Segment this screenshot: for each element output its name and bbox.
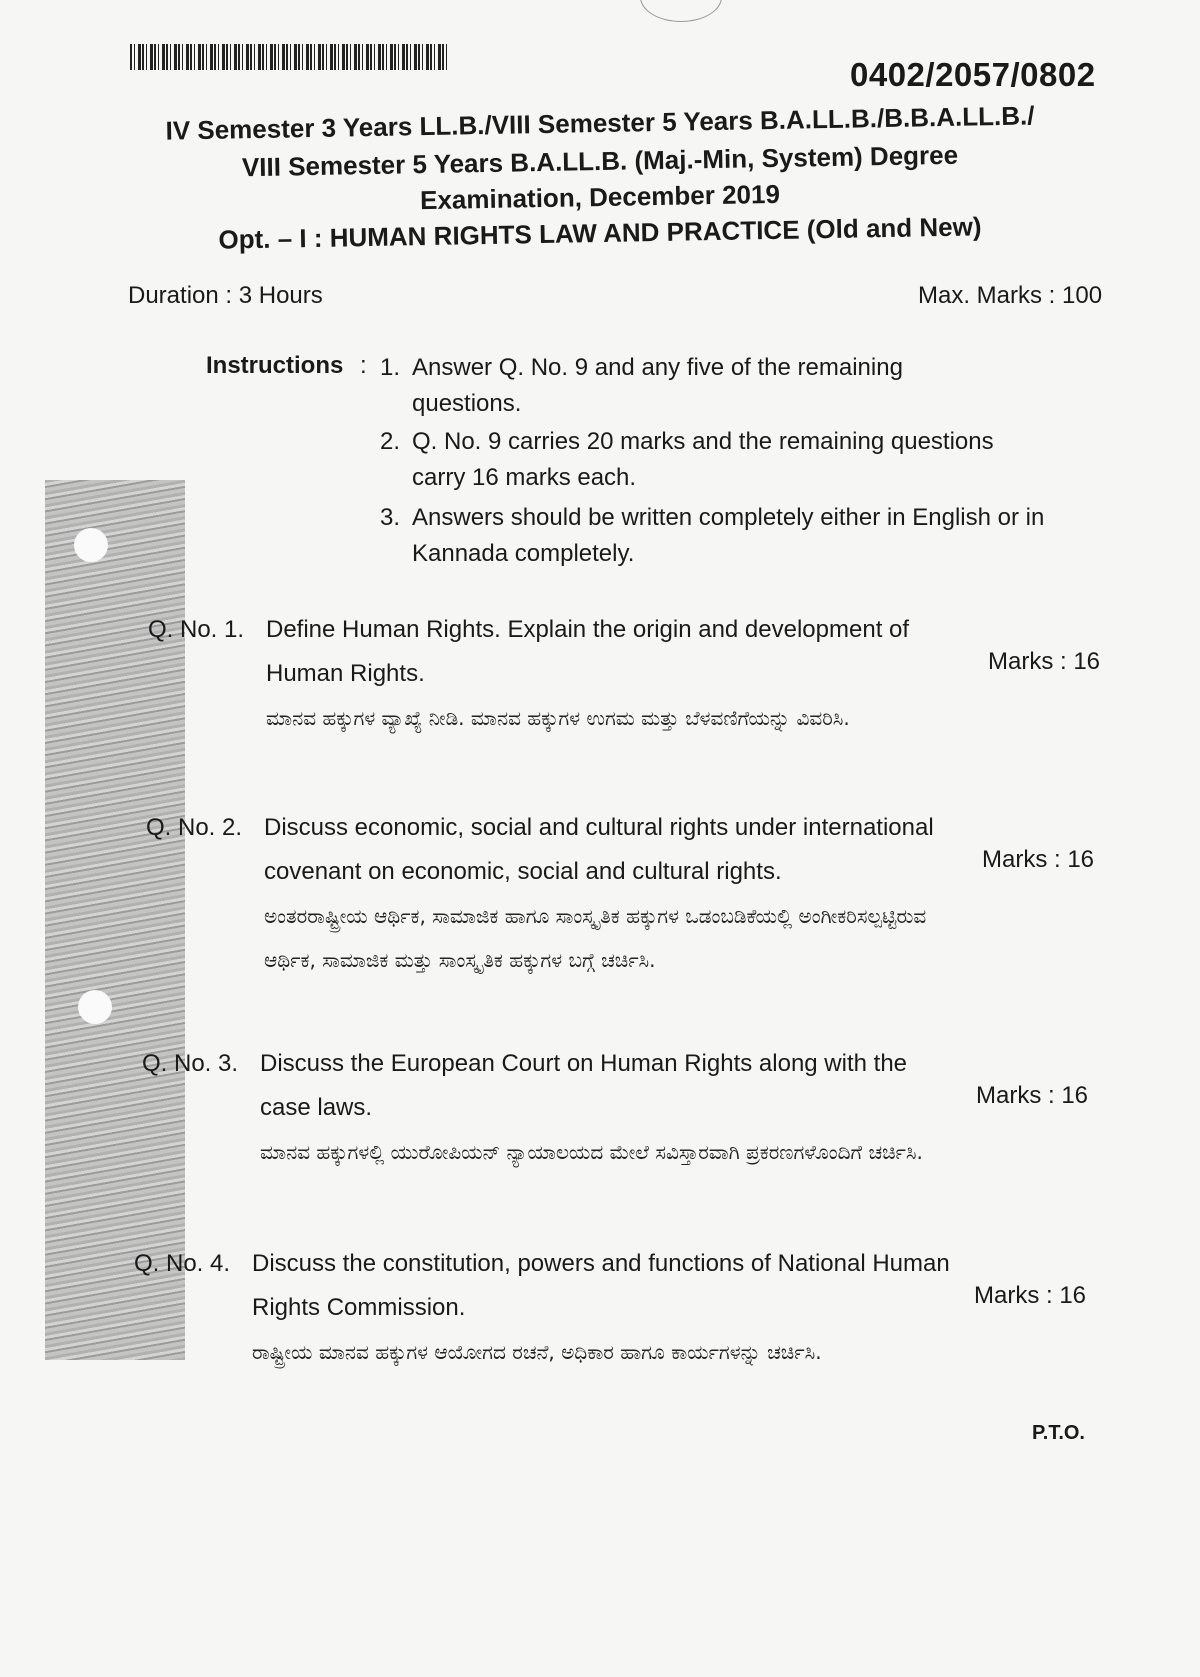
header-line-2: VIII Semester 5 Years B.A.LL.B. (Maj.-Min, System) Degree [241, 139, 959, 183]
header-line-4: Opt. – I : HUMAN RIGHTS LAW AND PRACTICE (Old and New) [218, 211, 982, 255]
instruction-number: 2. [379, 428, 400, 455]
duration: Duration : 3 Hours [128, 282, 323, 309]
question-marks: Marks : 16 [982, 846, 1095, 873]
question-text: Define Human Rights. Explain the origin and development of Human Rights. [266, 616, 910, 687]
barcode [130, 44, 450, 70]
instruction-text: Q. No. 9 carries 20 marks and the remaining questions carry 16 marks each. [412, 428, 994, 491]
instruction-number: 1. [379, 354, 400, 381]
question-number: Q. No. 3. [142, 1050, 239, 1077]
question-marks: Marks : 16 [976, 1082, 1089, 1109]
question-marks: Marks : 16 [988, 648, 1101, 675]
question-number: Q. No. 2. [146, 814, 243, 841]
question-marks: Marks : 16 [974, 1282, 1087, 1309]
instructions-label: Instructions [206, 352, 344, 379]
question-text: Discuss the European Court on Human Rights along with the case laws. [260, 1050, 908, 1121]
question-number: Q. No. 1. [148, 616, 245, 643]
header-line-1: IV Semester 3 Years LL.B./VIII Semester 5 Years B.A.LL.B./B.B.A.LL.B./ [165, 100, 1035, 146]
max-marks: Max. Marks : 100 [918, 282, 1103, 309]
question-text-kannada: ಅಂತರರಾಷ್ಟ್ರೀಯ ಆರ್ಥಿಕ, ಸಾಮಾಜಿಕ ಹಾಗೂ ಸಾಂಸ್ಕೃತಿಕ ಹಕ್ಕುಗಳ ಒಡಂಬಡಿಕೆಯಲ್ಲಿ ಅಂಗೀಕರಿಸಲ್ಪಟ್ಟಿರುವ ಆರ್ಥಿಕ, ಸಾಮಾಜಿಕ ಮತ್ತು ಸಾಂಸ್ಕೃತಿಕ ಹಕ್ಕುಗಳ ಬಗ್ಗೆ ಚರ್ಚಿಸಿ. [264, 904, 927, 972]
paper-code: 0402/2057/0802 [850, 56, 1096, 93]
question-text-kannada: ಮಾನವ ಹಕ್ಕುಗಳ ವ್ಯಾಖ್ಯೆ ನೀಡಿ. ಮಾನವ ಹಕ್ಕುಗಳ ಉಗಮ ಮತ್ತು ಬೆಳವಣಿಗೆಯನ್ನು ವಿವರಿಸಿ. [266, 706, 850, 730]
instruction-text: Answer Q. No. 9 and any five of the remaining questions. [412, 354, 903, 417]
question-number: Q. No. 4. [134, 1250, 231, 1277]
question-text-kannada: ಮಾನವ ಹಕ್ಕುಗಳಲ್ಲಿ ಯುರೋಪಿಯನ್ ನ್ಯಾಯಾಲಯದ ಮೇಲೆ ಸವಿಸ್ತಾರವಾಗಿ ಪ್ರಕರಣಗಳೊಂದಿಗೆ ಚರ್ಚಿಸಿ. [260, 1140, 923, 1164]
question-text-kannada: ರಾಷ್ಟ್ರೀಯ ಮಾನವ ಹಕ್ಕುಗಳ ಆಯೋಗದ ರಚನೆ, ಅಧಿಕಾರ ಹಾಗೂ ಕಾರ್ಯಗಳನ್ನು ಚರ್ಚಿಸಿ. [252, 1340, 822, 1364]
instruction-text: Answers should be written completely either in English or in Kannada completely. [412, 504, 1045, 567]
instruction-number: 3. [379, 504, 400, 531]
punch-hole [78, 990, 112, 1024]
header-line-3: Examination, December 2019 [419, 178, 781, 216]
pto-label: P.T.O. [1032, 1422, 1085, 1444]
punch-hole [74, 528, 108, 562]
question-text: Discuss economic, social and cultural rights under international covenant on economic, social and cultural rights. [264, 814, 934, 885]
paper-mark [640, 0, 722, 22]
instructions-colon: : [360, 352, 367, 379]
question-text: Discuss the constitution, powers and functions of National Human Rights Commission. [252, 1250, 950, 1321]
